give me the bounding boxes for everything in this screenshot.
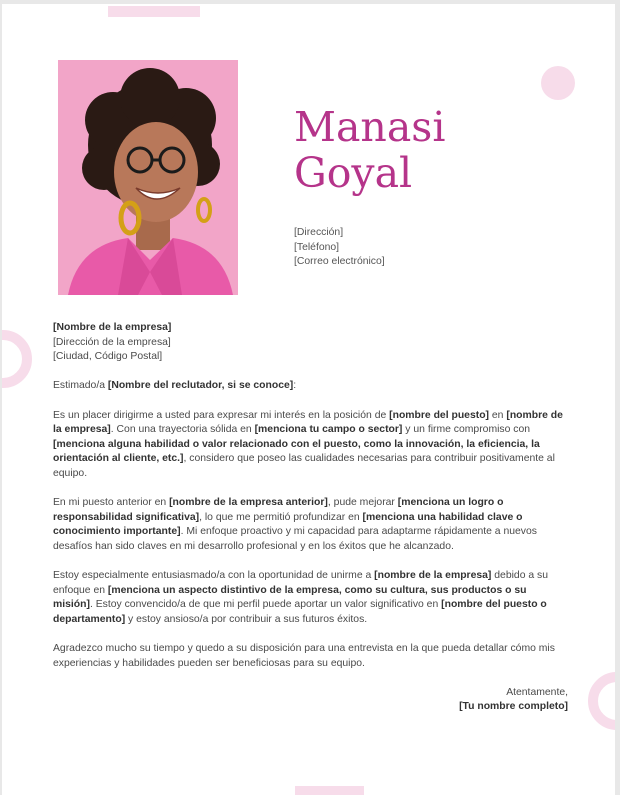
- letter-page: [2, 4, 615, 795]
- first-name: Manasi: [294, 103, 446, 151]
- text-run: Estimado/a: [53, 380, 108, 392]
- placeholder-field: [menciona tu campo o sector]: [254, 424, 403, 436]
- ring-decoration-right: [588, 672, 615, 730]
- placeholder-field: [menciona un aspecto distintivo de la empresa, como su cultura, sus productos o su misión]: [53, 584, 527, 611]
- contact-info: [294, 226, 385, 270]
- contact-email: [Correo electrónico]: [294, 256, 385, 267]
- applicant-name: [294, 104, 445, 196]
- closing-text: Atentamente,: [506, 686, 568, 698]
- text-run: , lo que me permitió profundizar en: [199, 511, 363, 523]
- placeholder-field: [menciona alguna habilidad o valor relacionado con el puesto, como la innovación, la eficiencia, la orientación al cliente, etc.]: [53, 438, 540, 465]
- salutation: [53, 379, 568, 394]
- text-run: y un firme compromiso con: [402, 424, 531, 436]
- placeholder-field: [menciona un logro o responsabilidad significativa]: [53, 497, 504, 523]
- text-run: . Estoy convencido/a de que mi perfil puede aportar un valor significativo en: [89, 599, 442, 611]
- text-run: debido a su enfoque en: [53, 570, 549, 596]
- text-run: , pude mejorar: [327, 497, 398, 509]
- contact-phone: [Teléfono]: [294, 241, 340, 253]
- placeholder-field: [nombre del puesto o departamento]: [53, 599, 547, 625]
- text-run: en: [489, 409, 507, 421]
- signature-name: [Tu nombre completo]: [459, 701, 568, 713]
- placeholder-field: [nombre de la empresa anterior]: [169, 497, 328, 509]
- text-run: . Mi enfoque proactivo y mi capacidad para adaptarme rápidamente a nuevos desafíos han sido claves en mi desarrollo profesional y en los éxitos que he alcanzado.: [53, 526, 537, 552]
- letter-body: [53, 321, 568, 715]
- placeholder-field: [menciona una habilidad clave o conocimiento importante]: [53, 511, 523, 538]
- closing-block: [53, 686, 568, 715]
- placeholder-field: [nombre del puesto]: [389, 409, 490, 421]
- recipient-company: [Nombre de la empresa]: [53, 322, 172, 333]
- text-run: Estoy especialmente entusiasmado/a con la oportunidad de unirme a: [53, 570, 375, 582]
- text-run: , considero que poseo las cualidades necesarias para contribuir positivamente al equipo.: [53, 453, 555, 479]
- text-run: y estoy ansioso/a por contribuir a sus futuros éxitos.: [125, 613, 368, 625]
- paragraph-1: [53, 409, 568, 482]
- text-run: En mi puesto anterior en: [53, 497, 170, 509]
- recipient-address: [Dirección de la empresa]: [53, 336, 171, 348]
- portrait-photo: [58, 60, 238, 295]
- placeholder-field: [nombre de la empresa]: [374, 570, 492, 582]
- contact-address: [Dirección]: [294, 227, 344, 238]
- ring-decoration-left: [2, 330, 32, 388]
- paragraph-4: [53, 642, 568, 671]
- bottom-decoration-bar: [295, 786, 364, 795]
- text-run: Es un placer dirigirme a usted para expresar mi interés en la posición de: [53, 409, 390, 421]
- recipient-city: [Ciudad, Código Postal]: [53, 351, 163, 363]
- paragraph-3: [53, 569, 568, 627]
- recipient-address-block: [53, 321, 568, 365]
- text-run: Agradezco mucho su tiempo y quedo a su disposición para una entrevista en la que pueda detallar cómo mis experiencias y habilidades pueden ser beneficiosas para su equipo.: [53, 643, 555, 669]
- circle-decoration: [541, 66, 575, 100]
- placeholder-field: [nombre de la empresa]: [53, 409, 563, 436]
- placeholder-field: [Nombre del reclutador, si se conoce]: [107, 380, 294, 392]
- paragraph-2: [53, 496, 568, 554]
- top-decoration-bar: [108, 6, 200, 17]
- text-run: . Con una trayectoria sólida en: [110, 424, 255, 436]
- text-run: :: [293, 380, 297, 392]
- last-name: Goyal: [294, 149, 413, 197]
